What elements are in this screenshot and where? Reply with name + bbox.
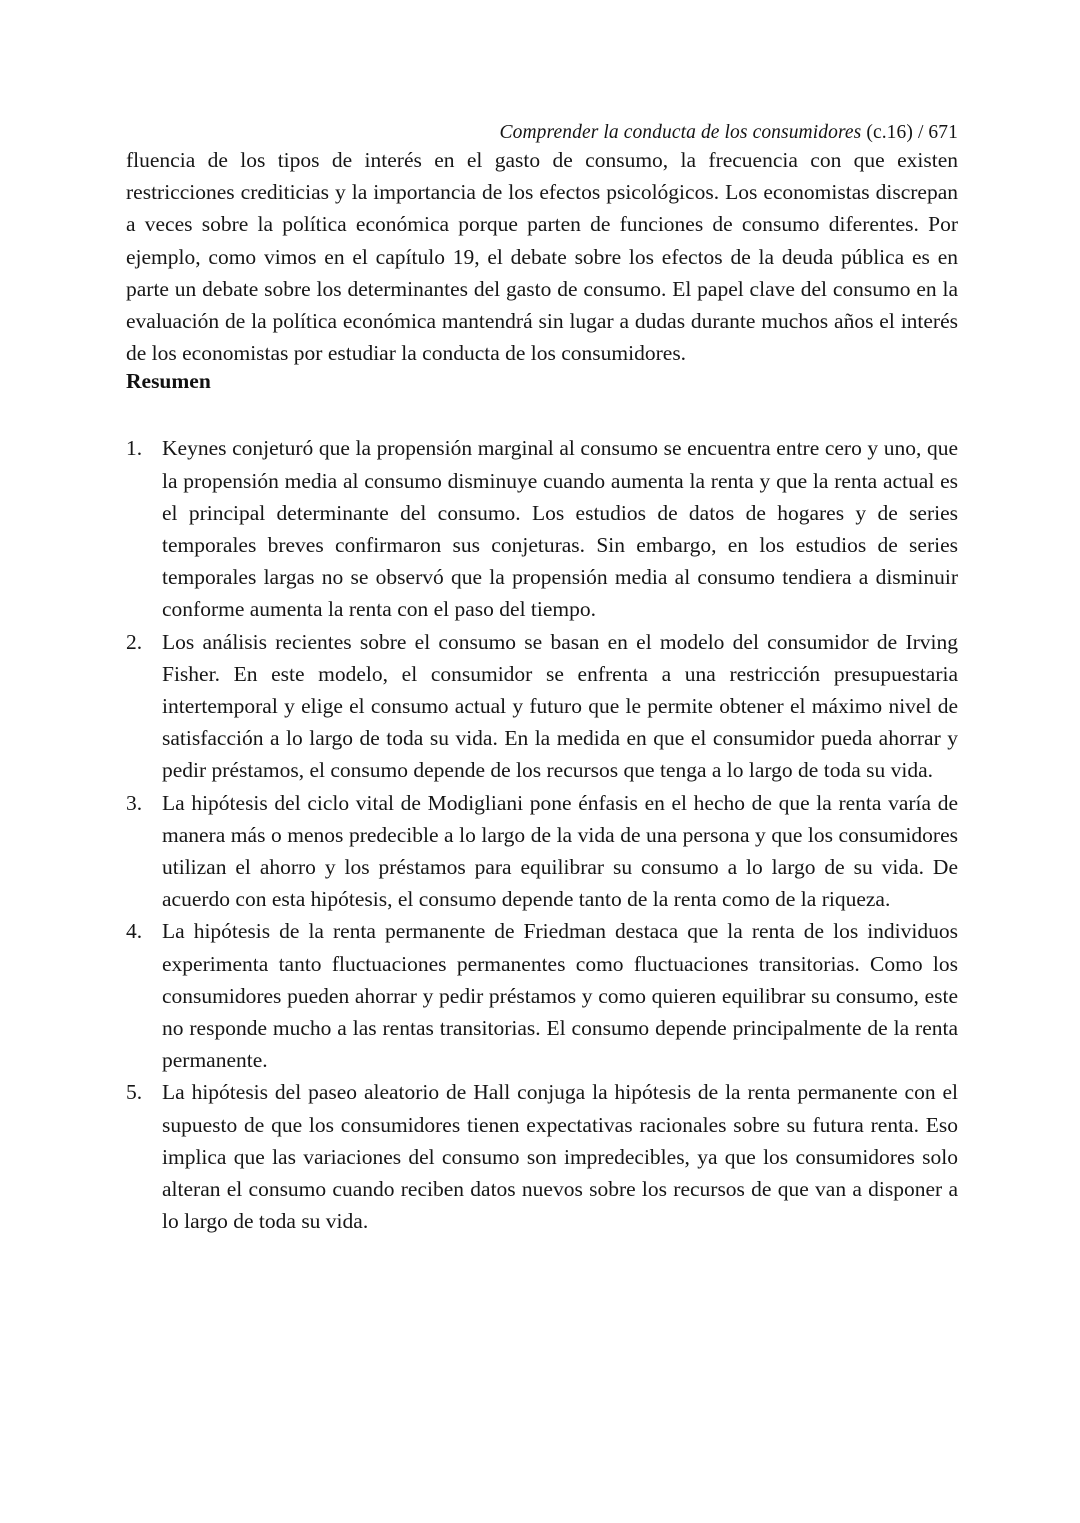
list-item-number: 5. <box>126 1080 143 1105</box>
running-head <box>126 122 958 144</box>
intro-paragraph: fluencia de los tipos de interés en el gasto de consumo, la frecuencia con que existen restricciones crediticias y la importancia de los efectos psicológicos. Los economistas discrepan a veces sobre la política económica porque parten de funciones de consumo diferentes. Por ejemplo, como vimos en el capítulo 19, el debate sobre los efectos de la deuda pública es en parte un debate sobre los determinantes del gasto de consumo. El papel clave del consumo en la evaluación de la política económica mantendrá sin lugar a dudas durante muchos años el interés de los economistas por estudiar la conducta de los consumidores. <box>126 148 958 366</box>
list-item-number: 1. <box>126 436 143 461</box>
list-item-text: Los análisis recientes sobre el consumo se basan en el modelo del consumidor de Irving Fisher. En este modelo, el consumidor se enfrenta a una restricción presupuestaria intertemporal y elige el consumo actual y futuro que le permite obtener el máximo nivel de satisfacción a lo largo de toda su vida. En la medida en que el consumidor pueda ahorrar y pedir préstamos, el consumo depende de los recursos que tenga a lo largo de toda su vida. <box>162 629 958 783</box>
list-item <box>126 787 958 916</box>
list-item-text: Keynes conjeturó que la propensión marginal al consumo se encuentra entre cero y uno, que la propensión media al consumo disminuye cuando aumenta la renta y que la renta actual es el principal determinante del consumo. Los estudios de datos de hogares y de series temporales breves confirmaron sus conjeturas. Sin embargo, en los estudios de series temporales largas no se observó que la propensión media al consumo tendiera a disminuir conforme aumenta la renta con el paso del tiempo. <box>162 436 958 622</box>
list-item-text: La hipótesis de la renta permanente de Friedman destaca que la renta de los individuos experimenta tanto fluctuaciones permanentes como fluctuaciones transitorias. Como los consumidores pueden ahorrar y pedir préstamos y como quieren equilibrar su consumo, este no responde mucho a las rentas transitorias. El consumo depende principalmente de la renta permanente. <box>162 919 958 1073</box>
list-item <box>126 626 958 787</box>
section-title-resumen: Resumen <box>126 369 211 394</box>
page-content <box>126 0 958 1238</box>
list-item-number: 3. <box>126 790 143 815</box>
running-head-page-number: (c.16) / 671 <box>861 122 958 143</box>
list-item-number: 4. <box>126 919 143 944</box>
list-item-text: La hipótesis del paseo aleatorio de Hall conjuga la hipótesis de la renta permanente con el supuesto de que los consumidores tienen expectativas racionales sobre su futura renta. Eso implica que las variaciones del consumo son impredecibles, ya que los consumidores solo alteran el consumo cuando reciben datos nuevos sobre los recursos de que van a disponer a lo largo de toda su vida. <box>162 1080 958 1234</box>
list-item <box>126 1076 958 1237</box>
running-head-title: Comprender la conducta de los consumidores <box>499 122 862 143</box>
list-item <box>126 915 958 1076</box>
list-item-number: 2. <box>126 629 143 654</box>
summary-list <box>126 432 958 1237</box>
list-item <box>126 432 958 625</box>
list-item-text: La hipótesis del ciclo vital de Modigliani pone énfasis en el hecho de que la renta varía de manera más o menos predecible a lo largo de la vida de una persona y que los consumidores utilizan el ahorro y los préstamos para equilibrar su consumo a lo largo de su vida. De acuerdo con esta hipótesis, el consumo depende tanto de la renta como de la riqueza. <box>162 790 958 912</box>
